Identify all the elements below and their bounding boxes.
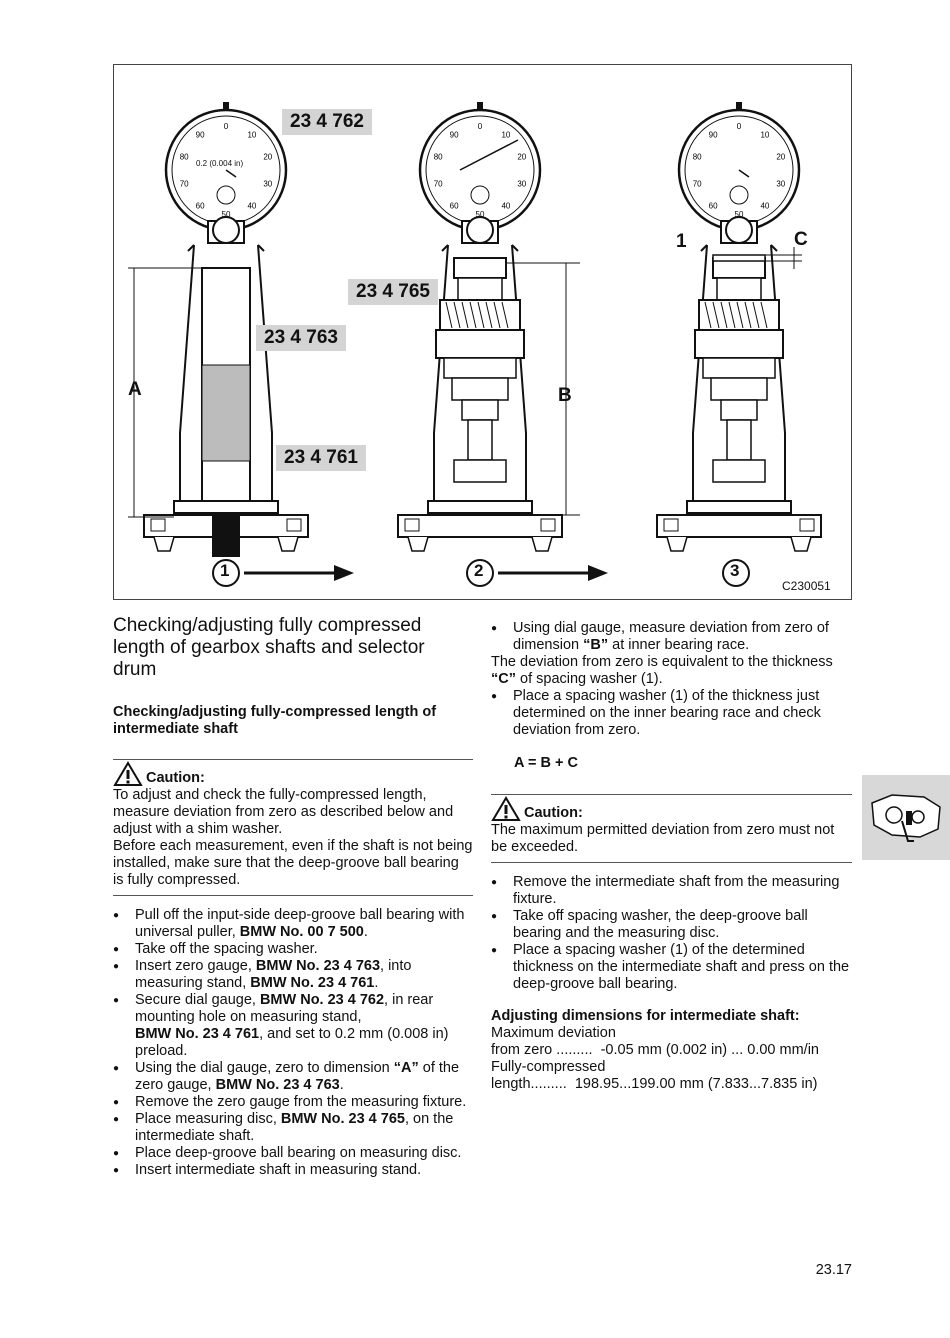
dial-scale-number: 80 <box>179 152 189 162</box>
warning-icon <box>113 761 143 787</box>
list-item: ● Insert zero gauge, BMW No. 23 4 763, into measuring stand, BMW No. 23 4 761. <box>113 958 473 992</box>
list-item: ● Remove the zero gauge from the measuring fixture. <box>113 1094 473 1111</box>
caution-text: The maximum permitted deviation from zero must not be exceeded. <box>491 822 835 855</box>
dial-scale-number: 90 <box>708 130 718 140</box>
dial-scale-number: 30 <box>263 179 273 189</box>
list-item: ● Using the dial gauge, zero to dimension “A” of the zero gauge, BMW No. 23 4 763. <box>113 1060 473 1094</box>
label-stand: 23 4 761 <box>276 445 366 471</box>
washer-number-1: 1 <box>676 231 687 252</box>
label-zero-gauge: 23 4 763 <box>256 325 346 351</box>
chapter-tab <box>862 775 950 860</box>
caution-box-left <box>113 761 473 889</box>
dial-scale-number: 60 <box>708 201 718 211</box>
caution-bottom-rule-right <box>491 862 852 863</box>
thickness-paragraph: The deviation from zero is equivalent to the thickness “C” of spacing washer (1). <box>491 654 833 687</box>
spec-heading: Adjusting dimensions for intermediate shaft: <box>491 1008 800 1024</box>
illustration-figure <box>113 64 852 600</box>
spec-line: length......... 198.95...199.00 mm (7.833...7.835 in) <box>491 1076 818 1092</box>
dial-scale-number: 10 <box>501 130 511 140</box>
dial-scale-number: 70 <box>433 179 443 189</box>
right-column-top <box>491 620 852 739</box>
dial-scale-number: 50 <box>734 210 744 219</box>
dial-scale-number: 70 <box>692 179 702 189</box>
dial-scale-number: 90 <box>449 130 459 140</box>
procedure-list-left <box>113 907 473 1179</box>
caution-box-right <box>491 796 852 856</box>
subheading-intermediate-shaft: Checking/adjusting fully-compressed length of intermediate shaft <box>113 704 437 737</box>
label-measuring-disc: 23 4 765 <box>348 279 438 305</box>
list-item: ● Place a spacing washer (1) of the determined thickness on the intermediate shaft and press on the deep-groove ball bearing. <box>491 942 852 993</box>
dial-scale-number: 40 <box>501 201 511 211</box>
dial-scale-number: 60 <box>195 201 205 211</box>
measuring-fixture-drawing <box>114 65 853 601</box>
section-title: Checking/adjusting fully compressed length of gearbox shafts and selector drum <box>113 615 425 680</box>
dial-scale-number: 80 <box>692 152 702 162</box>
caution-text-2: Before each measurement, even if the shaft is not being installed, make sure that the deep-groove ball bearing is fully compressed. <box>113 838 473 888</box>
dimension-a-letter: A <box>128 379 142 400</box>
dial-scale-number: 0 <box>223 122 229 131</box>
caution-top-rule <box>113 759 473 760</box>
dial-scale-number: 60 <box>449 201 459 211</box>
list-item: ● Secure dial gauge, BMW No. 23 4 762, in rear mounting hole on measuring stand, BMW No. 23 4 761, and set to 0.2 mm (0.008 in) preload. <box>113 992 473 1060</box>
dial-scale-number: 40 <box>760 201 770 211</box>
page-number: 23.17 <box>815 1262 852 1278</box>
spec-line: from zero ......... -0.05 mm (0.002 in) ... 0.00 mm/in <box>491 1042 819 1058</box>
dial-scale-number: 10 <box>247 130 257 140</box>
step-2-number: 2 <box>474 561 484 580</box>
dial-scale-number: 20 <box>263 152 273 162</box>
list-item: ● Place deep-groove ball bearing on measuring disc. <box>113 1145 473 1162</box>
procedure-list-right <box>491 874 852 993</box>
dial-scale-number: 70 <box>179 179 189 189</box>
dimension-c-letter: C <box>794 229 808 250</box>
step-3-number: 3 <box>730 561 740 580</box>
caution-title: Caution: <box>524 805 583 821</box>
list-item: ● Insert intermediate shaft in measuring stand. <box>113 1162 473 1179</box>
list-item: ● Pull off the input-side deep-groove ball bearing with universal puller, BMW No. 00 7 500. <box>113 907 473 941</box>
label-dial-gauge: 23 4 762 <box>282 109 372 135</box>
formula: A = B + C <box>514 755 578 771</box>
caution-bottom-rule <box>113 895 473 896</box>
dial-scale-number: 40 <box>247 201 257 211</box>
dial-scale-number: 50 <box>475 210 485 219</box>
warning-icon <box>491 796 521 822</box>
spec-line: Maximum deviation <box>491 1025 616 1041</box>
dial-preload-text: 0.2 (0.004 in) <box>196 159 244 168</box>
dial-scale-number: 30 <box>517 179 527 189</box>
dial-scale-number: 0 <box>477 122 483 131</box>
dial-scale-number: 10 <box>760 130 770 140</box>
figure-code: C230051 <box>782 579 831 593</box>
caution-title: Caution: <box>146 770 205 786</box>
list-item: ● Place measuring disc, BMW No. 23 4 765, on the intermediate shaft. <box>113 1111 473 1145</box>
dial-scale-number: 90 <box>195 130 205 140</box>
list-item: ● Using dial gauge, measure deviation from zero of dimension “B” at inner bearing race. <box>491 620 852 654</box>
step-1-number: 1 <box>220 561 230 580</box>
dial-scale-number: 0 <box>736 122 742 131</box>
spec-block <box>491 1008 852 1093</box>
list-item: ● Take off spacing washer, the deep-groove ball bearing and the measuring disc. <box>491 908 852 942</box>
spec-line: Fully-compressed <box>491 1059 606 1075</box>
caution-top-rule-right <box>491 794 852 795</box>
list-item: ● Place a spacing washer (1) of the thickness just determined on the inner bearing race and check deviation from zero. <box>491 688 852 739</box>
dial-scale-number: 20 <box>517 152 527 162</box>
caution-text-1: To adjust and check the fully-compressed length, measure deviation from zero as described below and adjust with a shim washer. <box>113 787 454 837</box>
dimension-b-letter: B <box>558 385 572 406</box>
gearbox-thumbnail-icon <box>862 775 950 860</box>
dial-scale-number: 50 <box>221 210 231 219</box>
list-item: ● Take off the spacing washer. <box>113 941 473 958</box>
list-item: ● Remove the intermediate shaft from the measuring fixture. <box>491 874 852 908</box>
dial-scale-number: 20 <box>776 152 786 162</box>
dial-scale-number: 30 <box>776 179 786 189</box>
dial-scale-number: 80 <box>433 152 443 162</box>
